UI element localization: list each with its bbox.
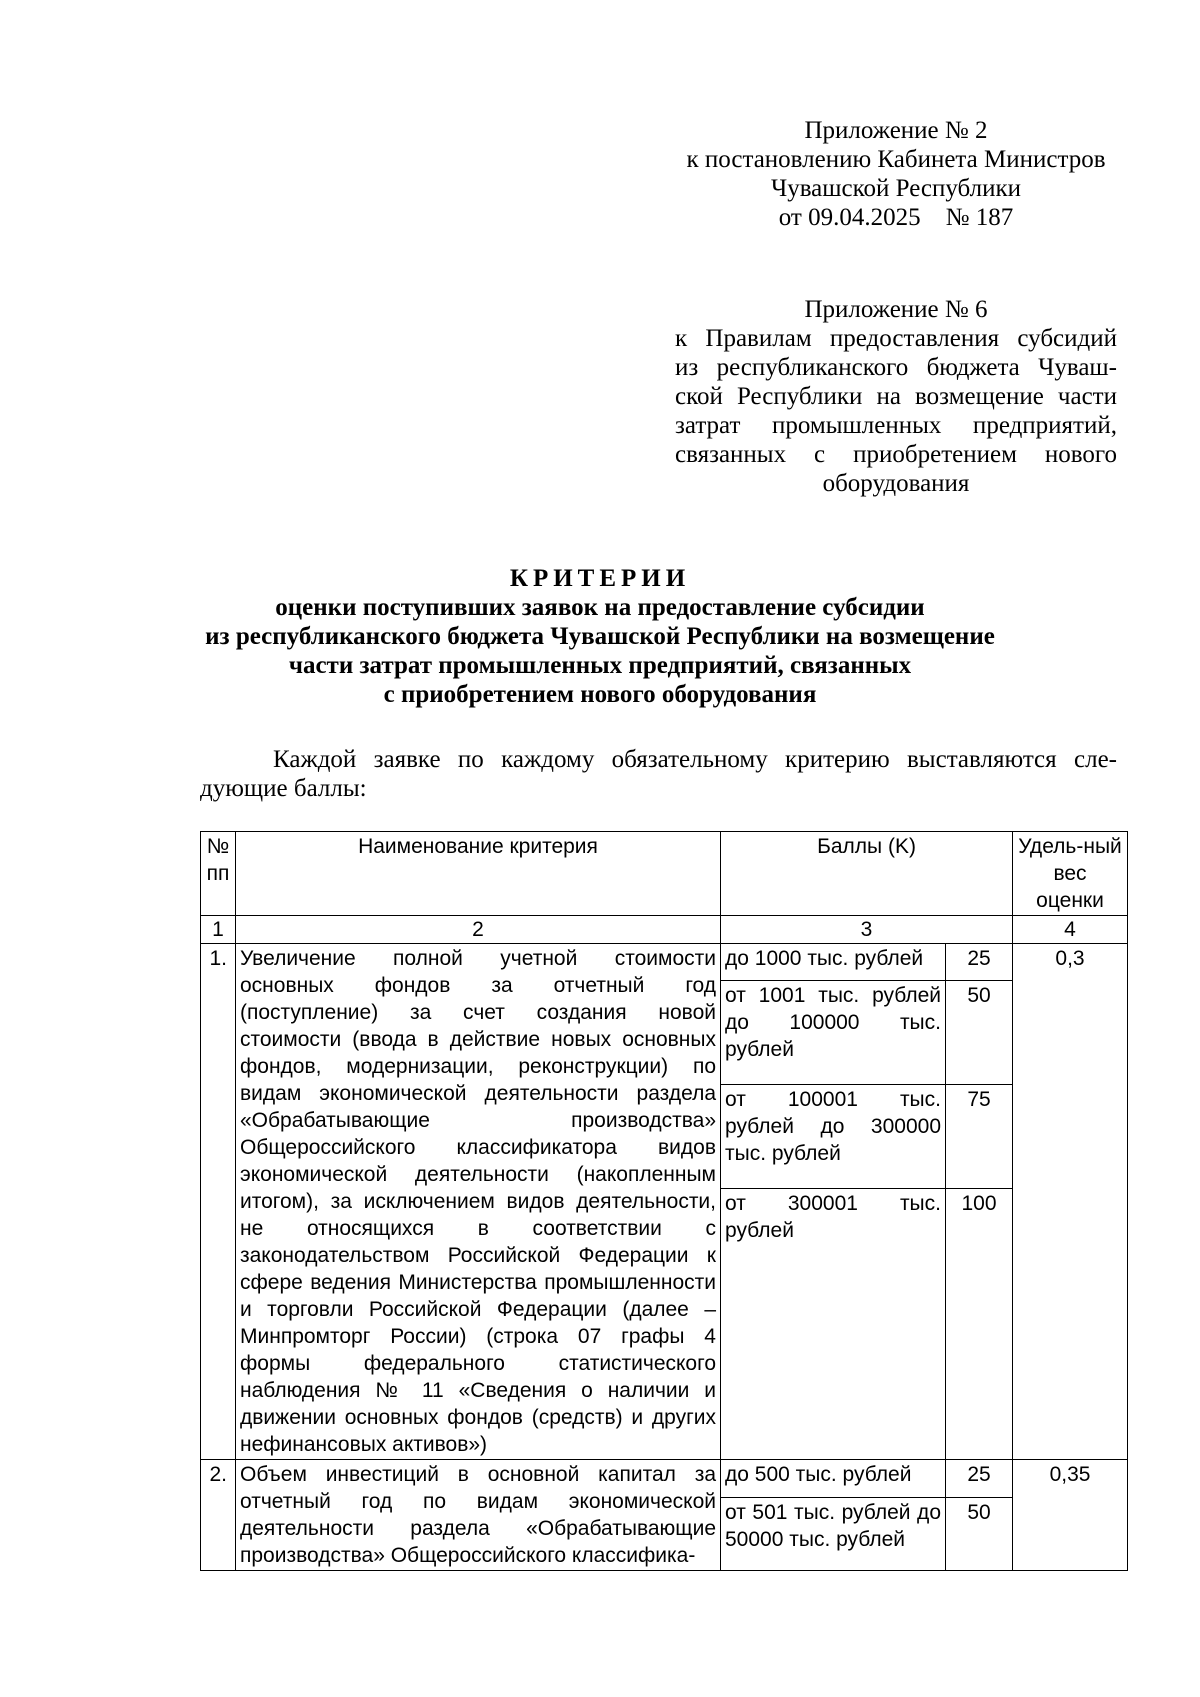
appendix-6-line: оборудования: [822, 470, 970, 497]
range-cell: от 300001 тыс. рублей: [721, 1189, 946, 1460]
intro-line: дующие баллы:: [200, 775, 367, 802]
index-cell: 2: [236, 916, 721, 944]
appendix-2-line: Приложение № 2: [804, 117, 988, 144]
criterion-name: Увеличение полной учетной стоимости основных фондов за отчетный год (поступление) за счет создания новой стоимости (ввода в действие новых основных фондов, модернизации, реконструкции) по видам экономической деятельности раздела «Обрабатывающие производства» Общероссийского классификатора видов экономической деятельности (накопленным итогом), за исключением видов деятельности, не относящихся в соответствии с законодательством Российской Федерации к сфере ведения Министерства промышленности и торговли Российской Федерации (далее – Минпромторг России) (строка 07 графы 4 формы федерального статистического наблюдения № 11 «Сведения о наличии и движении основных фондов (средств) и других нефинансовых активов»): [236, 944, 721, 1460]
appendix-6-line: к Правилам предоставления субсидий: [675, 325, 1117, 352]
appendix-6-title: Приложение № 6: [804, 296, 988, 323]
title-line: с приобретением нового оборудования: [383, 681, 817, 708]
appendix-6-line: затрат промышленных предприятий,: [675, 412, 1117, 439]
appendix-2-line: от 09.04.2025 № 187: [778, 204, 1014, 231]
range-cell: от 501 тыс. рублей до 50000 тыс. рублей: [721, 1498, 946, 1571]
title-line: из республиканского бюджета Чувашской Республики на возмещение: [205, 623, 995, 650]
index-cell: 4: [1013, 916, 1128, 944]
row-number: 2.: [201, 1460, 236, 1571]
title-line: части затрат промышленных предприятий, связанных: [288, 652, 912, 679]
appendix-2-line: Чувашской Республики: [770, 175, 1022, 202]
points-cell: 25: [946, 1460, 1013, 1498]
range-cell: от 1001 тыс. рублей до 100000 тыс. рублей: [721, 981, 946, 1085]
criteria-table: [200, 831, 1128, 1571]
appendix-6-line: из республиканского бюджета Чуваш-: [675, 354, 1117, 381]
points-cell: 25: [946, 944, 1013, 981]
appendix-6-line: ской Республики на возмещение части: [675, 383, 1117, 410]
points-cell: 100: [946, 1189, 1013, 1460]
appendix-2-line: к постановлению Кабинета Министров: [686, 146, 1106, 173]
range-cell: до 1000 тыс. рублей: [721, 944, 946, 981]
header-num: № пп: [201, 832, 236, 916]
intro-line: Каждой заявке по каждому обязательному критерию выставляются сле-: [273, 746, 1117, 773]
table-row: [201, 1460, 1128, 1498]
document-title: [200, 564, 1000, 709]
appendix-2-header: [675, 116, 1117, 232]
weight-cell: 0,3: [1013, 944, 1128, 1460]
header-points: Баллы (K): [721, 832, 1013, 916]
appendix-6-line: связанных с приобретением нового: [675, 441, 1117, 468]
title-line: оценки поступивших заявок на предоставление субсидии: [275, 594, 925, 621]
weight-cell: 0,35: [1013, 1460, 1128, 1571]
table-row: [201, 944, 1128, 981]
points-cell: 50: [946, 981, 1013, 1085]
points-cell: 50: [946, 1498, 1013, 1571]
header-name: Наименование критерия: [236, 832, 721, 916]
criterion-name: Объем инвестиций в основной капитал за отчетный год по видам экономической деятельности раздела «Обрабатывающие производства» Общероссийского классифика-: [236, 1460, 721, 1571]
index-row: [201, 916, 1128, 944]
title-main: КРИТЕРИИ: [509, 565, 691, 592]
range-cell: до 500 тыс. рублей: [721, 1460, 946, 1498]
header-weight: Удель-ный вес оценки: [1013, 832, 1128, 916]
appendix-6-body: [675, 324, 1117, 498]
appendix-6-header: [675, 295, 1117, 498]
index-cell: 3: [721, 916, 1013, 944]
intro-paragraph: [200, 745, 1117, 803]
range-cell: от 100001 тыс. рублей до 300000 тыс. рублей: [721, 1085, 946, 1189]
row-number: 1.: [201, 944, 236, 1460]
index-cell: 1: [201, 916, 236, 944]
points-cell: 75: [946, 1085, 1013, 1189]
